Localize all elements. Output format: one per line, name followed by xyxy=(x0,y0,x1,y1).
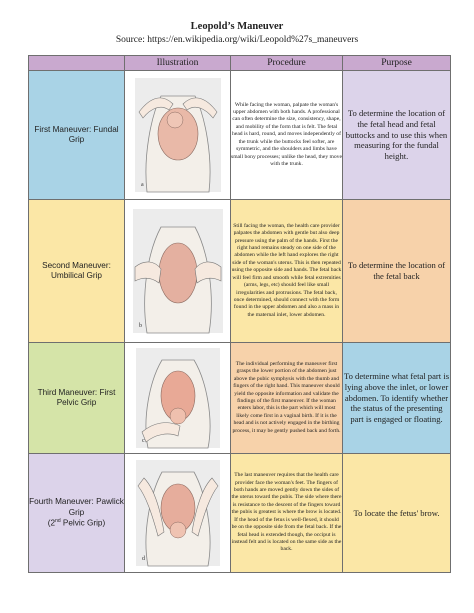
maneuver-name-line1: Fourth Maneuver: Pawlick Grip xyxy=(29,497,124,517)
maneuver-name-line2-post: Pelvic Grip) xyxy=(60,518,106,528)
maneuver-name: First Maneuver: Fundal Grip xyxy=(29,71,125,200)
header-cell-purpose: Purpose xyxy=(343,56,451,71)
umbilical-grip-illustration xyxy=(131,207,225,335)
header-cell-procedure: Procedure xyxy=(231,56,343,71)
procedure-text: The individual performing the maneuver first grasps the lower portion of the abdomen just above the pubic symphysis with the thumb and fingers of the right hand. This maneuver should yield the opposite information and validate the findings of the first maneuver. If the woman enters labor, this is the part which will most likely come first in a vaginal birth. If it is the head and is not actively engaged in the birthing process, it may be gently pushed back and forth. xyxy=(231,343,343,454)
maneuver-name: Second Maneuver: Umbilical Grip xyxy=(29,200,125,343)
purpose-text: To locate the fetus' brow. xyxy=(343,454,451,573)
maneuver-name xyxy=(29,454,125,573)
procedure-text: Still facing the woman, the health care provider palpates the abdomen with gentle but also deep pressure using the palm of the hands. First the right hand remains steady on one side of the abdomen while the left hand explores the right side of the woman's uterus. This is then repeated using the opposite side and hands. The fetal back will feel firm and smooth while fetal extremities (arms, legs, etc) should feel like small irregularities and protrusions. The fetal back, once determined, should connect with the form found in the upper abdomen and also a mass in the maternal inlet, lower abdomen. xyxy=(231,200,343,343)
figure-label: c xyxy=(141,438,145,444)
purpose-text: To determine the location of the fetal head and fetal buttocks and to use this when measuring for the fundal height. xyxy=(343,71,451,200)
table-row xyxy=(29,71,451,200)
purpose-text: To determine what fetal part is lying above the inlet, or lower abdomen. To identify whether the status of the presenting part is engaged or floating. xyxy=(343,343,451,454)
document-title: Leopold’s Maneuver xyxy=(190,21,284,32)
illustration-cell xyxy=(125,200,231,343)
header-cell-blank xyxy=(29,56,125,71)
figure-label: d xyxy=(141,556,145,562)
table-row xyxy=(29,200,451,343)
procedure-text: While facing the woman, palpate the woman's upper abdomen with both hands. A professional can often determine the size, consistency, shape, and mobility of the form that is felt. The fetal head is hard, round, and moves independently of the trunk while the buttocks feel softer, are symmetric, and the shoulders and limbs have small bony processes; unlike the head, they move with the trunk. xyxy=(231,71,343,200)
illustration-cell xyxy=(125,343,231,454)
maneuver-table xyxy=(28,55,451,573)
maneuver-name: Third Maneuver: First Pelvic Grip xyxy=(29,343,125,454)
fundal-grip-illustration xyxy=(133,76,223,194)
figure-label: b xyxy=(138,323,142,329)
figure-label: a xyxy=(140,182,144,188)
pawlick-grip-illustration xyxy=(134,458,222,568)
ordinal-suffix: nd xyxy=(55,517,61,524)
illustration-cell xyxy=(125,454,231,573)
source-line: Source: https://en.wikipedia.org/wiki/Leopold%27s_maneuvers xyxy=(115,35,359,45)
table-row xyxy=(29,343,451,454)
procedure-text: The last maneuver requires that the health care provider face the woman's feet. The fingers of both hands are moved gently down the sides of the uterus toward the pubis. The side where there is resistance to the descent of the fingers toward the pubis is greatest is where the brow is located. If the head of the fetus is well-flexed, it should be on the opposite side from the fetal back. If the fetal head is extended though, the occiput is instead felt and is located on the same side as the back. xyxy=(231,454,343,573)
table-row xyxy=(29,454,451,573)
first-pelvic-grip-illustration xyxy=(134,346,222,450)
illustration-cell xyxy=(125,71,231,200)
purpose-text: To determine the location of the fetal back xyxy=(343,200,451,343)
header-cell-illustration: Illustration xyxy=(125,56,231,71)
maneuver-name-line2-pre: (2 xyxy=(47,518,56,528)
table-header-row xyxy=(29,56,451,71)
